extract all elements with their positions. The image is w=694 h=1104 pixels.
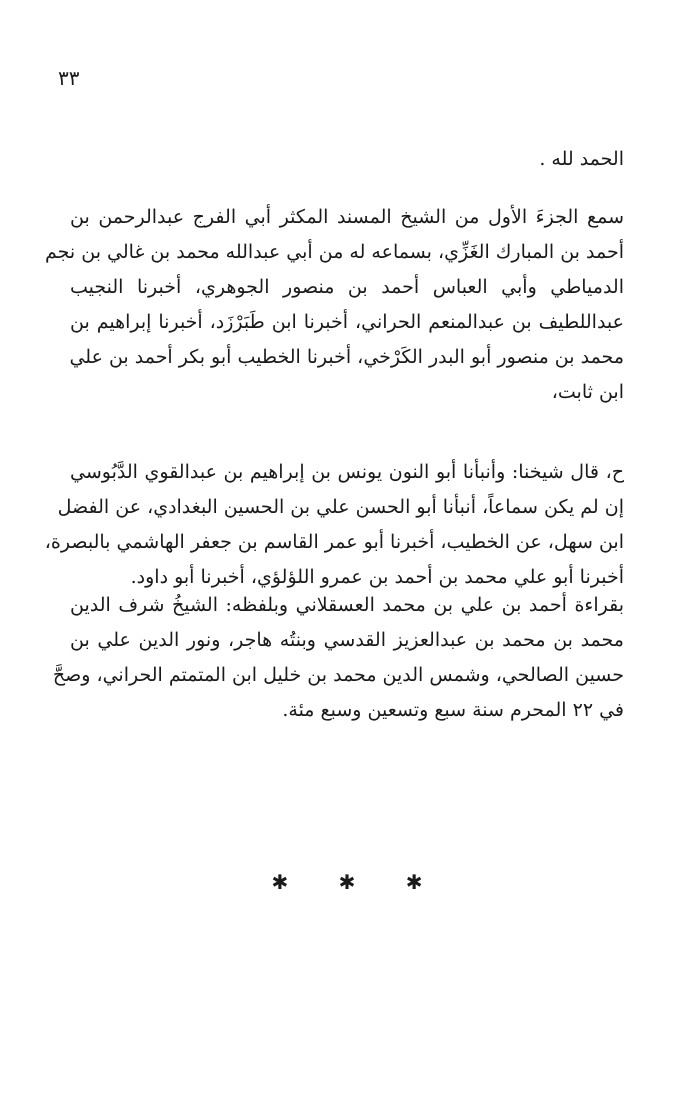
paragraph-line: ابن ثابت، [551,381,624,403]
paragraph-line: في ٢٢ المحرم سنة سبع وتسعين وسبع مئة. [282,699,624,721]
page-number: ٣٣ [58,66,80,90]
section-separator: ✱ ✱ ✱ [271,870,445,894]
closing-line-block [70,142,624,177]
paragraph-line: عبداللطيف بن عبدالمنعم الحراني، أخبرنا ابن طَبَرْزَد، أخبرنا إبراهيم بن [70,311,624,333]
paragraph-line: محمد بن منصور أبو البدر الكَرْخي، أخبرنا الخطيب أبو بكر أحمد بن علي [69,346,624,368]
paragraph-3 [52,588,624,728]
paragraph-line: أحمد بن المبارك الغَزِّي، بسماعه له من أبي عبدالله محمد بن غالي بن نجم [45,241,624,263]
paragraph-line: ابن سهل، عن الخطيب، أخبرنا أبو عمر القاسم بن جعفر الهاشمي بالبصرة، [44,531,624,553]
paragraph-line: أخبرنا أبو علي محمد بن أحمد بن عمرو اللؤلؤي، أخبرنا أبو داود. [130,566,624,588]
paragraph-line: بقراءة أحمد بن علي بن محمد العسقلاني وبلفظه: الشيخُ شرف الدين [70,594,624,616]
paragraph-line: ح، قال شيخنا: وأنبأنا أبو النون يونس بن إبراهيم بن عبدالقوي الدَّبُوسي [70,461,624,483]
paragraph-2 [44,455,624,595]
paragraph-line: حسين الصالحي، وشمس الدين محمد بن خليل ابن المتمتم الحراني، وصحَّ [52,664,624,686]
paragraph-line: محمد بن محمد بن عبدالعزيز القدسي وبنتُه هاجر، ونور الدين علي بن [70,629,624,651]
paragraph-line: إن لم يكن سماعاً، أنبأنا أبو الحسن علي بن الحسين البغدادي، عن الفضل [57,496,624,518]
paragraph-line: الدمياطي وأبي العباس أحمد بن منصور الجوهري، أخبرنا النجيب [70,276,624,298]
paragraph-line: سمع الجزءَ الأول من الشيخ المسند المكثر أبي الفرج عبدالرحمن بن [70,206,624,228]
closing-line: الحمد لله . [539,148,624,170]
paragraph-1 [45,200,624,410]
